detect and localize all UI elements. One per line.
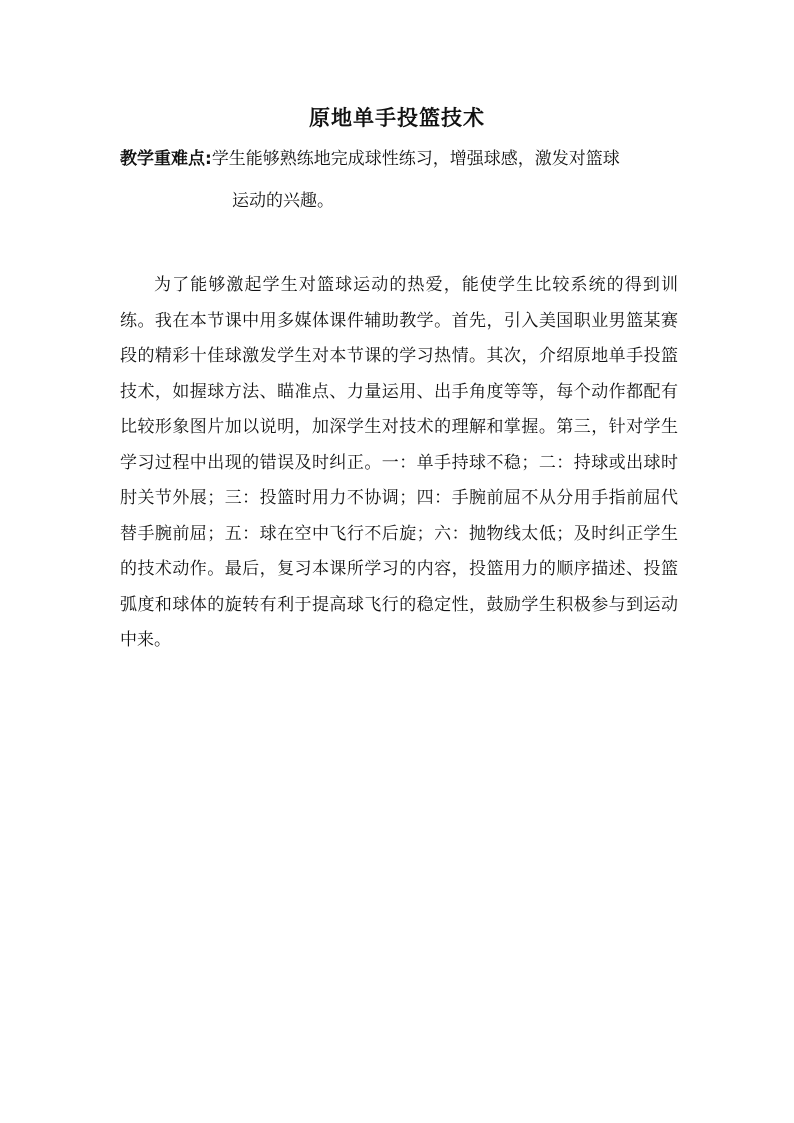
key-points-line-1: [120, 146, 685, 172]
key-points-line-2: 运动的兴趣。: [232, 191, 334, 211]
body-paragraph: 为了能够激起学生对篮球运动的热爱，能使学生比较系统的得到训练。我在本节课中用多媒体课件辅助教学。首先，引入美国职业男篮某赛段的精彩十佳球激发学生对本节课的学习热情。其次，介绍原地单手投篮技术，如握球方法、瞄准点、力量运用、出手角度等等，每个动作都配有比较形象图片加以说明，加深学生对技术的理解和掌握。第三，针对学生学习过程中出现的错误及时纠正。一：单手持球不稳；二：持球或出球时肘关节外展；三：投篮时用力不协调；四：手腕前屈不从分用手指前屈代替手腕前屈；五：球在空中飞行不后旋；六：抛物线太低；及时纠正学生的技术动作。最后，复习本课所学习的内容，投篮用力的顺序描述、投篮弧度和球体的旋转有利于提高球飞行的稳定性，鼓励学生积极参与到运动中来。: [120, 275, 678, 650]
key-points-text: 学生能够熟练地完成球性练习，增强球感，激发对篮球: [211, 149, 620, 169]
key-points-label: 教学重难点:: [120, 149, 212, 169]
document-title: 原地单手投篮技术: [309, 105, 485, 130]
